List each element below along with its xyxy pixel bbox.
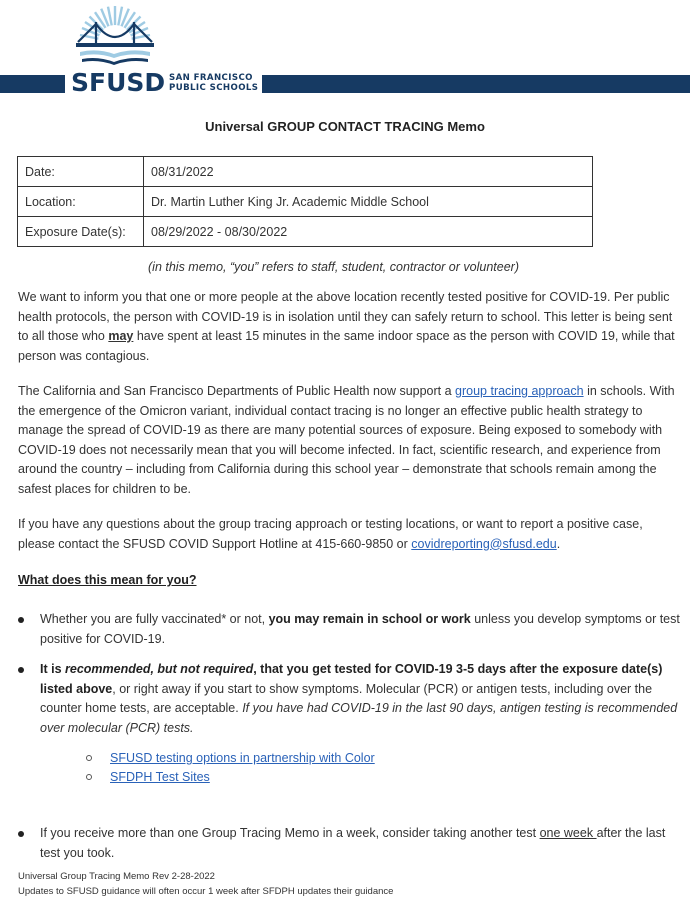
- table-row: [18, 217, 593, 247]
- exposure-info-table: [17, 156, 593, 247]
- sfusd-wordmark: SFUSD: [71, 68, 166, 97]
- bullet-1-text-2: unless you develop symptoms or test positive for COVID-19.: [40, 612, 680, 646]
- bullet-2-bold-italic: recommended, but not required: [65, 662, 254, 676]
- contact-text-1: If you have any questions about the group tracing approach or testing locations, or want to report a positive case, please contact the SFUSD COVID Support Hotline at 415-660-9850 or: [18, 517, 643, 551]
- sfusd-subtitle: [169, 73, 258, 93]
- bullet-1-text-1: Whether you are fully vaccinated* or not,: [40, 612, 269, 626]
- sub-list-item: [86, 749, 375, 767]
- bullet-2-italic: If you have had COVID-19 in the last 90 days, antigen testing is recommended over molecular (PCR) tests.: [40, 701, 678, 735]
- you-definition-note: (in this memo, “you” refers to staff, student, contractor or volunteer): [148, 260, 519, 274]
- intro-text-2: have spent at least 15 minutes in the same indoor space as the person with COVID 19, while that person was contagious.: [18, 329, 675, 363]
- intro-text-1: We want to inform you that one or more people at the above location recently tested positive for COVID-19. Per public health protocols, the person with COVID-19 is in isolation until they can safely return to school. This letter is being sent to all those who: [18, 290, 673, 343]
- table-row: [18, 157, 593, 187]
- group-tracing-paragraph: [18, 382, 678, 499]
- bullet-3-text-2: after the last test you took.: [40, 826, 666, 860]
- exposure-dates-label: Exposure Date(s):: [18, 217, 144, 247]
- bullet-2-text: , or right away if you start to show symptoms. Molecular (PCR) or antigen tests, including over the counter home tests, are acceptable.: [40, 681, 653, 715]
- location-value: Dr. Martin Luther King Jr. Academic Middle School: [144, 187, 593, 217]
- date-value: 08/31/2022: [144, 157, 593, 187]
- table-row: [18, 187, 593, 217]
- bullet-icon: [18, 831, 24, 837]
- bullet-2-bold-1: It is: [40, 662, 66, 676]
- bullet-icon: [18, 617, 24, 623]
- memo-title: Universal GROUP CONTACT TRACING Memo: [205, 119, 485, 134]
- guidance-update-footer: Updates to SFUSD guidance will often occur 1 week after SFDPH updates their guidance: [18, 886, 394, 897]
- bullet-icon: [18, 667, 24, 673]
- sub-list-item: [86, 768, 210, 786]
- sfusd-subtitle-line1: SAN FRANCISCO: [169, 73, 253, 83]
- revision-footer: Universal Group Tracing Memo Rev 2-28-2022: [18, 871, 215, 882]
- exposure-dates-value: 08/29/2022 - 08/30/2022: [144, 217, 593, 247]
- sfusd-bridge-logo-icon: [72, 2, 158, 68]
- intro-paragraph: [18, 288, 678, 366]
- bullet-text: [40, 610, 680, 649]
- section-heading: What does this mean for you?: [18, 573, 197, 587]
- list-item: [18, 610, 680, 649]
- sfusd-subtitle-line2: PUBLIC SCHOOLS: [169, 83, 259, 93]
- sfusd-header: [0, 0, 690, 100]
- may-emphasis: may: [108, 329, 134, 343]
- location-label: Location:: [18, 187, 144, 217]
- contact-paragraph: [18, 515, 678, 554]
- hollow-bullet-icon: [86, 755, 92, 761]
- hollow-bullet-icon: [86, 774, 92, 780]
- covid-reporting-email-link[interactable]: covidreporting@sfusd.edu: [411, 536, 557, 551]
- one-week-underline: one week: [539, 826, 597, 840]
- date-label: Date:: [18, 157, 144, 187]
- group-tracing-text-2: in schools. With the emergence of the Omicron variant, individual contact tracing is no longer an effective public health strategy to manage the spread of COVID-19 as there are many potential sources of exposure. Being exposed to somebody with COVID-19 does not necessarily mean that you will become infected. In fact, scientific research, and experience from around the country – including from California during this school year – demonstrate that schools remain among the safest places for children to be.: [18, 384, 675, 496]
- group-tracing-text-1: The California and San Francisco Departments of Public Health now support a: [18, 384, 456, 398]
- list-item: [18, 824, 680, 863]
- bullet-text: [40, 824, 680, 863]
- sfusd-color-testing-link[interactable]: SFUSD testing options in partnership with Color: [110, 751, 375, 765]
- bullet-text: [40, 660, 680, 738]
- contact-text-2: .: [556, 536, 561, 551]
- list-item: [18, 660, 680, 738]
- bullet-2-bold-2: , that you get tested for COVID-19 3-5 days after the exposure date(s) listed above: [40, 662, 663, 696]
- bullet-3-text-1: If you receive more than one Group Tracing Memo in a week, consider taking another test: [40, 826, 540, 840]
- header-bar-left: [0, 75, 65, 93]
- group-tracing-approach-link[interactable]: group tracing approach: [455, 384, 584, 398]
- header-bar-right: [262, 75, 690, 93]
- bullet-1-bold: you may remain in school or work: [268, 612, 471, 626]
- sfdph-test-sites-link[interactable]: SFDPH Test Sites: [110, 770, 210, 784]
